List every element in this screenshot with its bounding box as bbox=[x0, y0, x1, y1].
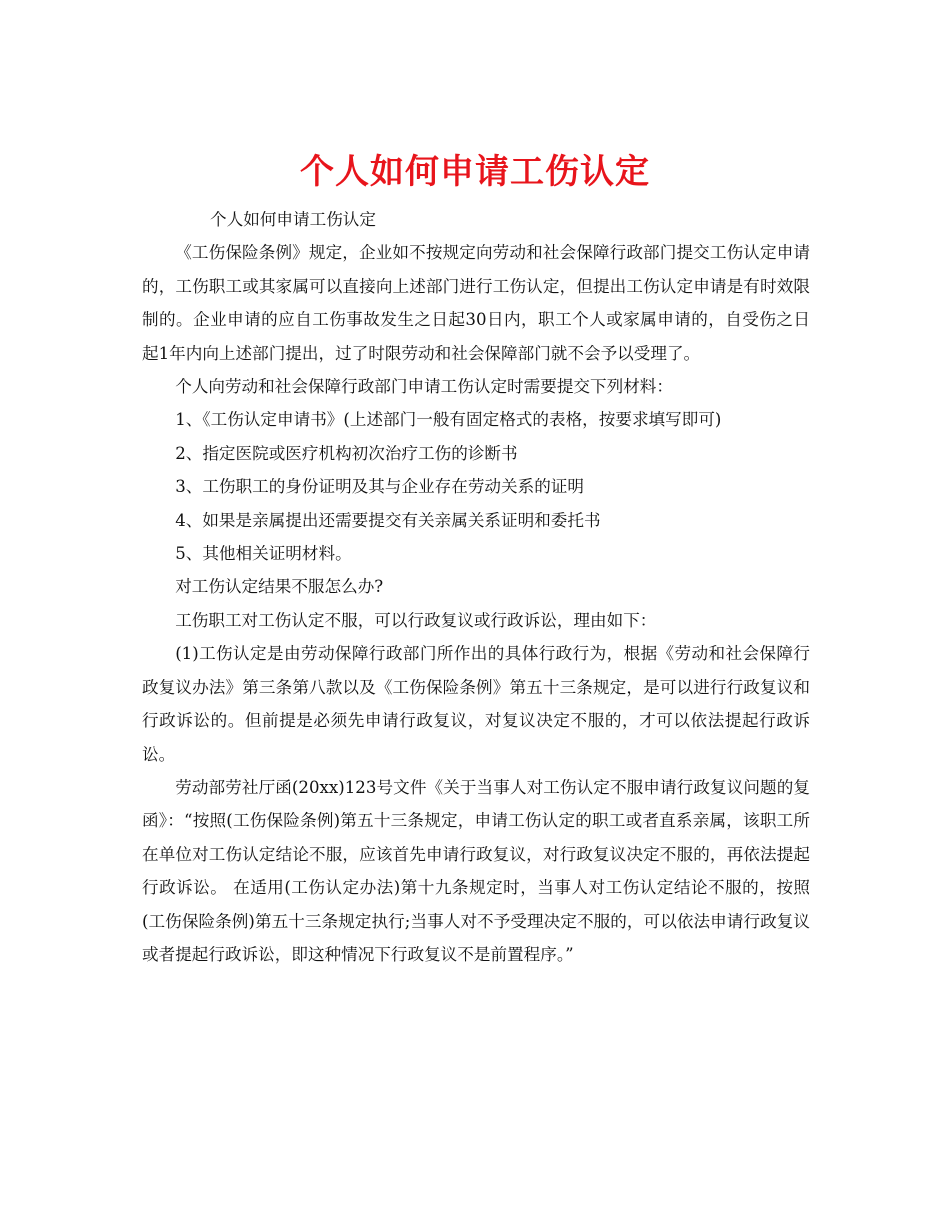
list-item: 3、工伤职工的身份证明及其与企业存在劳动关系的证明 bbox=[175, 477, 584, 497]
list-item: 2、指定医院或医疗机构初次治疗工伤的诊断书 bbox=[175, 443, 518, 463]
list-item: 1、《工伤认定申请书》(上述部门一般有固定格式的表格，按要求填写即可) bbox=[175, 410, 722, 430]
paragraph: 工伤职工对工伤认定不服，可以行政复议或行政诉讼，理由如下： bbox=[175, 610, 657, 630]
list-item: 4、如果是亲属提出还需要提交有关亲属关系证明和委托书 bbox=[175, 510, 601, 530]
document-title: 个人如何申请工伤认定 bbox=[300, 151, 650, 192]
paragraph: (1)工伤认定是由劳动保障行政部门所作出的具体行政行为，根据《劳动和社会保障行政复议办法》第三条第八款以及《工伤保险条例》第五十三条规定，是可以进行行政复议和行政诉讼的。但前提是必须先申请行政复议，对复议决定不服的，才可以依法提起行政诉讼。 bbox=[142, 644, 810, 764]
paragraph: 劳动部劳社厅函(20xx)123号文件《关于当事人对工伤认定不服申请行政复议问题的复函》：“按照(工伤保险条例)第五十三条规定，申请工伤认定的职工或者直系亲属，该职工所在单位对工伤认定结论不服，应该首先申请行政复议，对行政复议决定不服的，再依法提起行政诉讼。 在适用(工伤认定办法)第十九条规定时，当事人对工伤认定结论不服的，按照(工伤保险条例)第五十三条规定执行;当事人对不予受理决定不服的，可以依法申请行政复议或者提起行政诉讼，即这种情况下行政复议不是前置程序。” bbox=[142, 777, 810, 964]
paragraph: 对工伤认定结果不服怎么办? bbox=[175, 577, 384, 597]
list-item: 5、其他相关证明材料。 bbox=[175, 544, 352, 564]
subtitle-line: 个人如何申请工伤认定 bbox=[210, 210, 376, 229]
paragraph: 《工伤保险条例》规定，企业如不按规定向劳动和社会保障行政部门提交工伤认定申请的，工伤职工或其家属可以直接向上述部门进行工伤认定，但提出工伤认定申请是有时效限制的。企业申请的应自工伤事故发生之日起30日内，职工个人或家属申请的，自受伤之日起1年内向上述部门提出，过了时限劳动和社会保障部门就不会予以受理了。 bbox=[142, 243, 810, 363]
document-body bbox=[142, 203, 810, 971]
paragraph: 个人向劳动和社会保障行政部门申请工伤认定时需要提交下列材料： bbox=[175, 377, 673, 397]
